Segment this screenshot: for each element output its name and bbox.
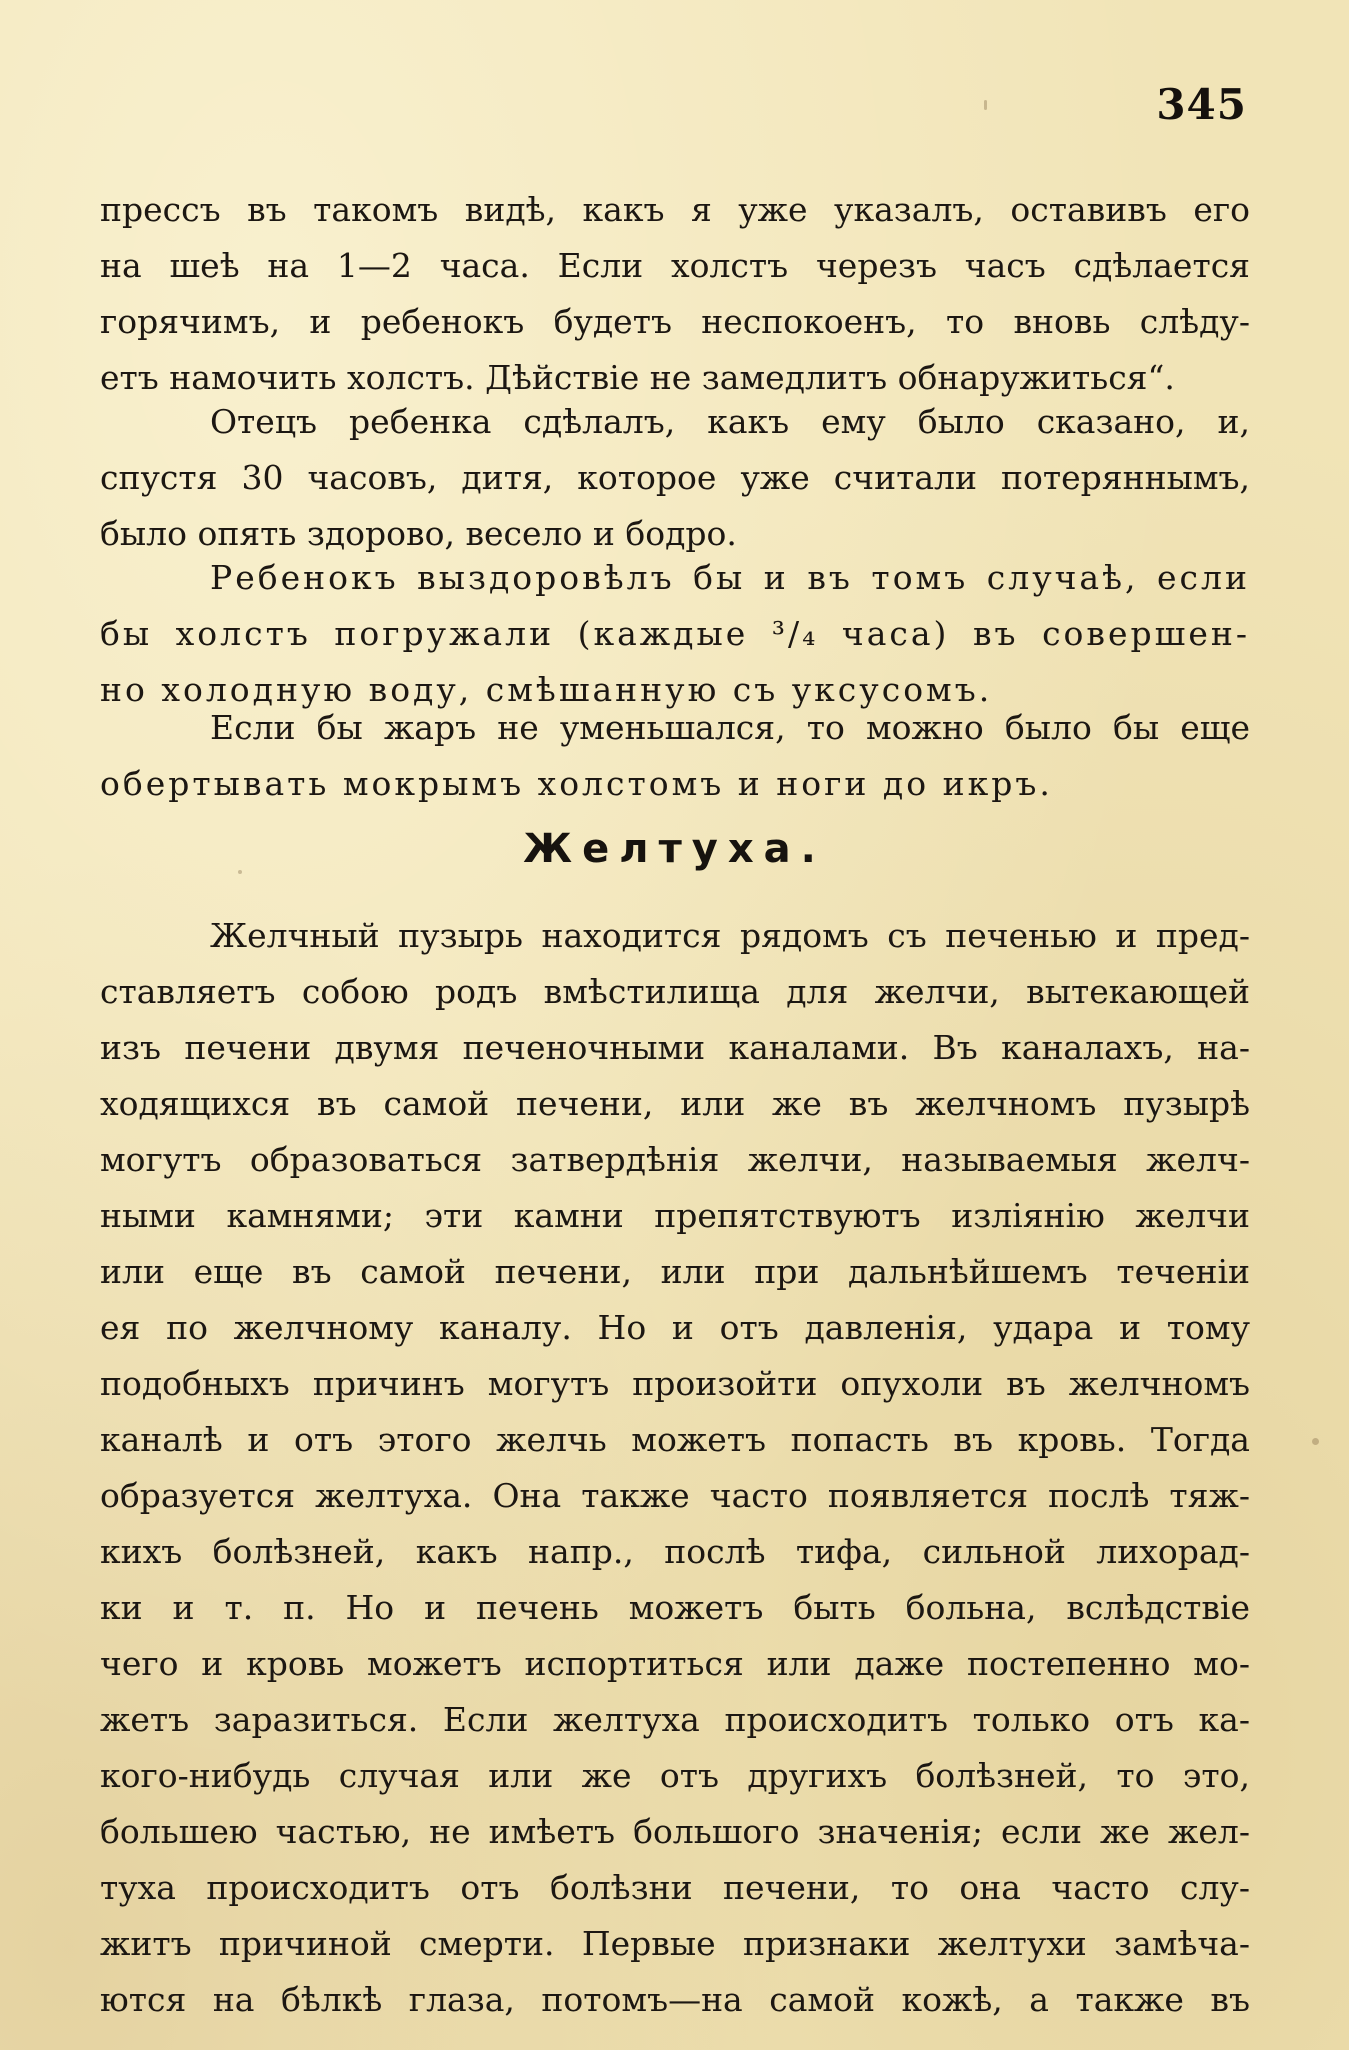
text-line: подобныхъ причинъ могутъ произойти опухоли въ желчномъ — [100, 1364, 1250, 1403]
section-heading: Желтуха. — [523, 826, 826, 872]
text-line: ея по желчному каналу. Но и отъ давленія, удара и тому — [100, 1308, 1250, 1347]
text-line: кого-нибудь случая или же отъ другихъ болѣзней, то это, — [100, 1756, 1250, 1795]
text-line: прессъ въ такомъ видѣ, какъ я уже указалъ, оставивъ его — [100, 190, 1250, 229]
text-line: горячимъ, и ребенокъ будетъ неспокоенъ, то вновь слѣду- — [100, 302, 1250, 341]
text-line: на шеѣ на 1—2 часа. Если холстъ черезъ часъ сдѣлается — [100, 246, 1250, 285]
paragraph-5 — [100, 908, 1250, 2028]
text-line: большею частью, не имѣетъ большого значенія; если же жел- — [100, 1812, 1250, 1851]
text-line: ставляетъ собою родъ вмѣстилища для желчи, вытекающей — [100, 972, 1250, 1011]
text-line: бы холстъ погружали (каждые ³/₄ часа) въ совершен- — [100, 614, 1250, 653]
text-line: ходящихся въ самой печени, или же въ желчномъ пузырѣ — [100, 1084, 1250, 1123]
paragraph-4 — [100, 700, 1250, 812]
text-line: могутъ образоваться затвердѣнія желчи, называемыя желч- — [100, 1140, 1250, 1179]
ink-speck — [1312, 1438, 1319, 1445]
text-line: ки и т. п. Но и печень можетъ быть больна, вслѣдствіе — [100, 1588, 1250, 1627]
text-line: жетъ заразиться. Если желтуха происходитъ только отъ ка- — [100, 1700, 1250, 1739]
text-line: чего и кровь можетъ испортиться или даже постепенно мо- — [100, 1644, 1250, 1683]
ink-speck — [984, 100, 987, 110]
text-line: етъ намочить холстъ. Дѣйствіе не замедлитъ обнаружиться“. — [100, 358, 1175, 397]
text-line: ными камнями; эти камни препятствуютъ изліянію желчи — [100, 1196, 1250, 1235]
ink-speck — [238, 870, 242, 874]
page-number: 345 — [1156, 80, 1247, 129]
text-line: кихъ болѣзней, какъ напр., послѣ тифа, сильной лихорад- — [100, 1532, 1250, 1571]
text-line: туха происходитъ отъ болѣзни печени, то она часто слу- — [100, 1868, 1250, 1907]
text-line: житъ причиной смерти. Первые признаки желтухи замѣча- — [100, 1924, 1250, 1963]
text-line: спустя 30 часовъ, дитя, которое уже считали потеряннымъ, — [100, 458, 1250, 497]
text-line: Ребенокъ выздоровѣлъ бы и въ томъ случаѣ, если — [210, 558, 1250, 597]
paragraph-2 — [100, 394, 1250, 562]
text-line: каналѣ и отъ этого желчь можетъ попасть въ кровь. Тогда — [100, 1420, 1250, 1459]
paragraph-1 — [100, 182, 1250, 406]
text-line: Желчный пузырь находится рядомъ съ печенью и пред- — [210, 916, 1250, 955]
text-line: Если бы жаръ не уменьшался, то можно было бы еще — [210, 708, 1250, 747]
paragraph-3 — [100, 550, 1250, 718]
text-line: но холодную воду, смѣшанную съ уксусомъ. — [100, 670, 993, 709]
text-line: или еще въ самой печени, или при дальнѣйшемъ теченіи — [100, 1252, 1250, 1291]
text-line: было опять здорово, весело и бодро. — [100, 514, 737, 553]
text-line: обертывать мокрымъ холстомъ и ноги до икръ. — [100, 764, 1053, 803]
text-line: Отецъ ребенка сдѣлалъ, какъ ему было сказано, и, — [210, 402, 1250, 441]
text-line: образуется желтуха. Она также часто появляется послѣ тяж- — [100, 1476, 1250, 1515]
text-line: изъ печени двумя печеночными каналами. Въ каналахъ, на- — [100, 1028, 1250, 1067]
text-line: ются на бѣлкѣ глаза, потомъ—на самой кожѣ, а также въ — [100, 1980, 1250, 2019]
